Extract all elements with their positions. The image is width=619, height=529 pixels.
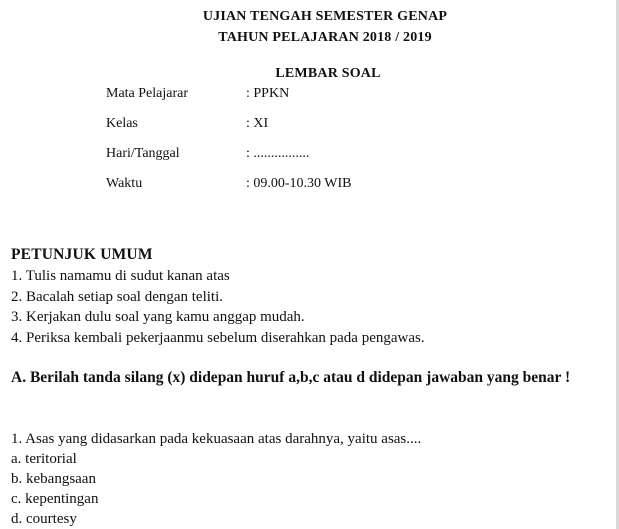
- answer-option-a: a. teritorial: [11, 451, 77, 467]
- question-stem: 1. Asas yang didasarkan pada kekuasaan atas darahnya, yaitu asas....: [11, 431, 422, 447]
- info-date-value: : ................: [246, 146, 310, 161]
- info-subject-label: Mata Pelajarar: [106, 86, 189, 101]
- info-time-row: [106, 176, 526, 194]
- info-date-row: [106, 146, 526, 164]
- academic-year: TAHUN PELAJARAN 2018 / 2019: [218, 30, 432, 45]
- instruction-item: 1. Tulis namamu di sudut kanan atas: [11, 268, 230, 284]
- question-item: [11, 429, 611, 529]
- section-a-heading: A. Berilah tanda silang (x) didepan huruf a,b,c atau d didepan jawaban yang benar !: [11, 369, 571, 386]
- instruction-item: 2. Bacalah setiap soal dengan teliti.: [11, 288, 224, 305]
- instruction-item: 4. Periksa kembali pekerjaanmu sebelum diserahkan pada pengawas.: [11, 329, 425, 346]
- exam-title: UJIAN TENGAH SEMESTER GENAP: [202, 9, 448, 24]
- answer-option-d: d. courtesy: [11, 511, 77, 527]
- info-subject-row: [106, 86, 526, 104]
- sheet-title: LEMBAR SOAL: [275, 66, 381, 81]
- info-class-value: : XI: [246, 116, 269, 131]
- info-class-label: Kelas: [106, 116, 138, 131]
- instructions-heading: PETUNJUK UMUM: [11, 246, 153, 263]
- info-subject-value: : PPKN: [246, 86, 290, 101]
- instruction-item: 3. Kerjakan dulu soal yang kamu anggap mudah.: [11, 309, 305, 325]
- info-date-label: Hari/Tanggal: [106, 146, 180, 161]
- answer-option-b: b. kebangsaan: [11, 471, 96, 487]
- info-time-value: : 09.00-10.30 WIB: [246, 176, 352, 191]
- info-time-label: Waktu: [106, 176, 143, 191]
- info-class-row: [106, 116, 526, 134]
- instructions-list: [11, 266, 611, 348]
- answer-option-c: c. kepentingan: [11, 491, 99, 507]
